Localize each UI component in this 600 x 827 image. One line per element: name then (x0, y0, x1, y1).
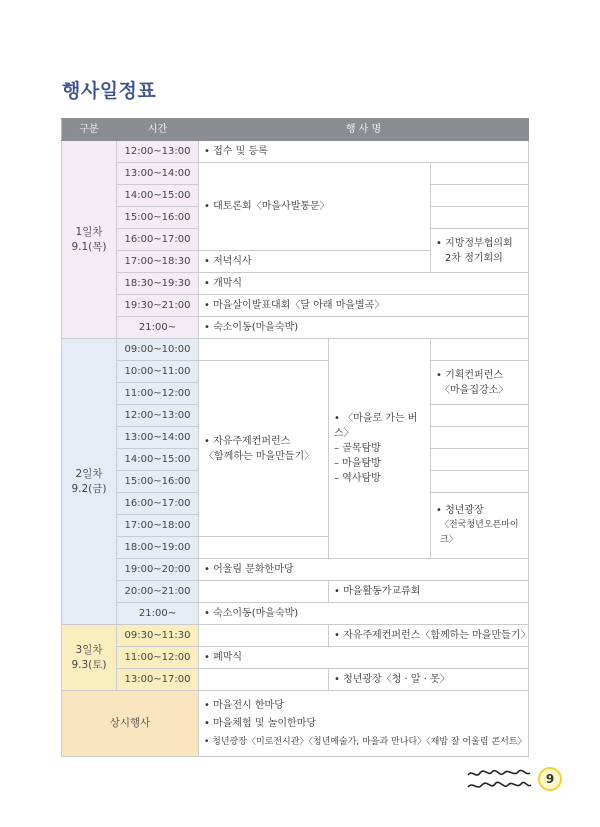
always-item: • 청년광장〈미로전시관〉〈청년예술가, 마을과 만나다〉〈재밥 잘 어울림 콘서트〉 (204, 736, 527, 747)
header-gubun: 구분 (62, 119, 117, 141)
empty-cell (431, 207, 529, 229)
event-register: • 접수 및 등록 (199, 141, 529, 163)
event-plan-line2: 〈마을집강소〉 (440, 384, 509, 396)
time-cell: 16:00~17:00 (117, 493, 199, 515)
time-cell: 11:00~12:00 (117, 647, 199, 669)
always-item: • 마을체험 및 놀이한마당 (204, 717, 317, 729)
empty-cell (199, 537, 329, 559)
time-cell: 20:00~21:00 (117, 581, 199, 603)
time-cell: 19:30~21:00 (117, 295, 199, 317)
time-cell: 13:00~14:00 (117, 163, 199, 185)
event-bus-line1: • 〈마을로 가는 버스〉 (334, 413, 418, 439)
event-opening: • 개막식 (199, 273, 529, 295)
empty-cell (199, 625, 329, 647)
time-cell: 14:00~15:00 (117, 185, 199, 207)
page-number: 9 (538, 767, 562, 791)
event-presentation: • 마을살이발표대회〈달 아래 마을별곡〉 (199, 295, 529, 317)
time-cell: 19:00~20:00 (117, 559, 199, 581)
empty-cell (431, 449, 529, 471)
time-cell: 09:00~10:00 (117, 339, 199, 361)
event-village-bus (329, 339, 431, 559)
day2-cell (62, 339, 117, 625)
event-gov-line2: 2차 정기회의 (445, 252, 503, 264)
time-cell: 16:00~17:00 (117, 229, 199, 251)
page-title: 행사일정표 (62, 80, 157, 102)
day3-date: 9.3(토) (71, 658, 107, 671)
time-cell: 12:00~13:00 (117, 405, 199, 427)
always-item: • 마을전시 한마당 (204, 699, 284, 711)
event-lodging: • 숙소이동(마을숙박) (199, 603, 529, 625)
day3-label: 3일차 (75, 643, 103, 656)
event-youth-day3: • 청년광장〈청 · 알 · 못〉 (329, 669, 529, 691)
empty-cell (431, 471, 529, 493)
event-youth-line2: 〈전국청년오픈마이크〉 (440, 520, 519, 545)
empty-cell (199, 581, 329, 603)
time-cell: 18:00~19:00 (117, 537, 199, 559)
time-cell: 10:00~11:00 (117, 361, 199, 383)
table-header-row (62, 119, 529, 141)
event-plan-conference (431, 361, 529, 405)
event-free-conf-line2: 〈함께하는 마을만들기〉 (204, 450, 315, 462)
empty-cell (199, 339, 329, 361)
event-lodging: • 숙소이동(마을숙박) (199, 317, 529, 339)
empty-cell (431, 163, 529, 185)
time-cell: 13:00~17:00 (117, 669, 199, 691)
event-closing: • 폐막식 (199, 647, 529, 669)
event-exchange: • 마을활동가교류회 (329, 581, 529, 603)
schedule-table (61, 118, 529, 757)
event-youth-line1: • 청년광장 (436, 505, 484, 516)
event-bus-line4: – 역사탐방 (334, 473, 381, 484)
event-debate: • 대토론회〈마을사발통문〉 (199, 163, 431, 251)
empty-cell (431, 427, 529, 449)
always-label: 상시행사 (62, 691, 199, 757)
event-bus-line3: – 마을탐방 (334, 458, 381, 469)
time-cell: 17:00~18:30 (117, 251, 199, 273)
time-cell: 09:30~11:30 (117, 625, 199, 647)
event-gov-council (431, 229, 529, 273)
always-events (199, 691, 529, 757)
time-cell: 15:00~16:00 (117, 471, 199, 493)
event-free-conference-day3: • 자유주제컨퍼런스〈함께하는 마을만들기〉 (329, 625, 529, 647)
day2-date: 9.2(금) (71, 482, 107, 495)
empty-cell (431, 339, 529, 361)
empty-cell (199, 669, 329, 691)
time-cell: 18:30~19:30 (117, 273, 199, 295)
day2-label: 2일차 (75, 467, 103, 480)
time-cell: 15:00~16:00 (117, 207, 199, 229)
empty-cell (431, 185, 529, 207)
time-cell: 21:00~ (117, 317, 199, 339)
time-cell: 13:00~14:00 (117, 427, 199, 449)
event-free-conference (199, 361, 329, 537)
empty-cell (431, 405, 529, 427)
event-culture: • 어울림 문화한마당 (199, 559, 529, 581)
event-plan-line1: • 기획컨퍼런스 (436, 369, 504, 381)
time-cell: 21:00~ (117, 603, 199, 625)
header-event: 행 사 명 (199, 119, 529, 141)
day3-cell (62, 625, 117, 691)
header-time: 시간 (117, 119, 199, 141)
time-cell: 14:00~15:00 (117, 449, 199, 471)
handwritten-logo (464, 765, 534, 795)
event-bus-line2: – 골목탐방 (334, 443, 381, 454)
time-cell: 17:00~18:00 (117, 515, 199, 537)
day1-date: 9.1(목) (71, 240, 107, 253)
time-cell: 12:00~13:00 (117, 141, 199, 163)
time-cell: 11:00~12:00 (117, 383, 199, 405)
event-youth-square (431, 493, 529, 559)
event-dinner: • 저녁식사 (199, 251, 431, 273)
event-free-conf-line1: • 자유주제컨퍼런스 (204, 435, 291, 447)
day1-cell (62, 141, 117, 339)
day1-label: 1일차 (75, 225, 103, 238)
event-gov-line1: • 지방정부협의회 (436, 237, 513, 249)
